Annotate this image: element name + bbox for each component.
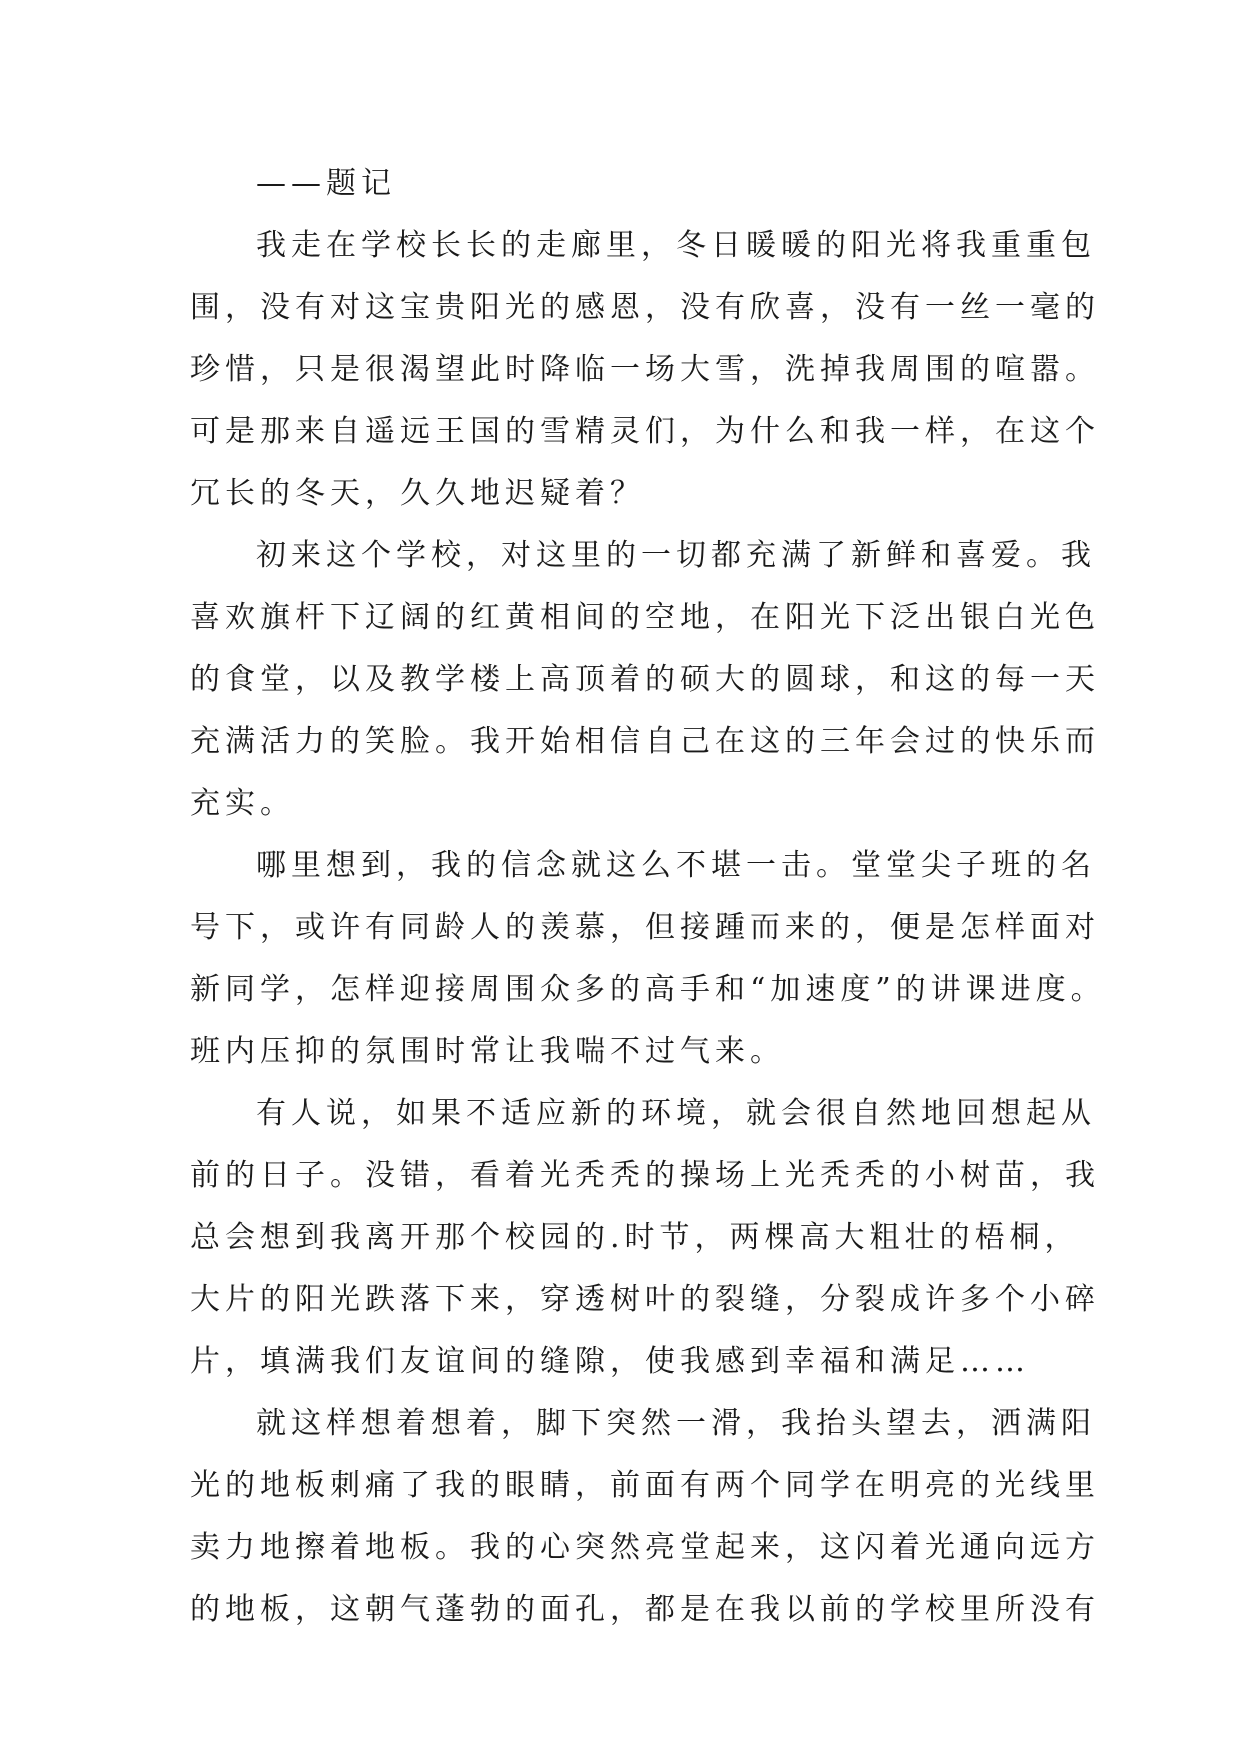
paragraph-3 [190, 835, 1106, 1083]
paragraph-line: 冗长的冬天，久久地迟疑着？ [190, 476, 645, 511]
paragraph-line: 初来这个学校，对这里的一切都充满了新鲜和喜爱。我 [256, 538, 1096, 573]
paragraph-line: 就这样想着想着，脚下突然一滑，我抬头望去，洒满阳 [256, 1406, 1096, 1441]
paragraph-line: 号下，或许有同龄人的羡慕，但接踵而来的，便是怎样面对 [190, 910, 1100, 945]
paragraph-line: 卖力地擦着地板。我的心突然亮堂起来，这闪着光通向远方 [190, 1530, 1100, 1565]
paragraph-1 [190, 215, 1100, 525]
paragraph-line: 的食堂，以及教学楼上高顶着的硕大的圆球，和这的每一天 [190, 662, 1100, 697]
paragraph-line: 喜欢旗杆下辽阔的红黄相间的空地，在阳光下泛出银白光色 [190, 600, 1100, 635]
paragraph-line: 总会想到我离开那个校园的.时节，两棵高大粗壮的梧桐， [190, 1220, 1080, 1255]
paragraph-4 [190, 1083, 1100, 1393]
paragraph-line: 光的地板刺痛了我的眼睛，前面有两个同学在明亮的光线里 [190, 1468, 1100, 1503]
paragraph-line: 班内压抑的氛围时常让我喘不过气来。 [190, 1034, 785, 1069]
epigraph: ——题记 [256, 166, 396, 201]
paragraph-line: 前的日子。没错，看着光秃秃的操场上光秃秃的小树苗，我 [190, 1158, 1100, 1193]
paragraph-line: 充实。 [190, 786, 295, 821]
paragraph-line: 珍惜，只是很渴望此时降临一场大雪，洗掉我周围的喧嚣。 [190, 352, 1100, 387]
paragraph-line: 的地板，这朝气蓬勃的面孔，都是在我以前的学校里所没有 [190, 1592, 1100, 1627]
essay-body [190, 153, 1106, 1641]
paragraph-line: 可是那来自遥远王国的雪精灵们，为什么和我一样，在这个 [190, 414, 1100, 449]
paragraph-line: 哪里想到，我的信念就这么不堪一击。堂堂尖子班的名 [256, 848, 1096, 883]
paragraph-line: 片，填满我们友谊间的缝隙，使我感到幸福和满足…… [190, 1344, 1030, 1379]
paragraph-line: 我走在学校长长的走廊里，冬日暖暖的阳光将我重重包 [256, 228, 1096, 263]
paragraph-line: 新同学，怎样迎接周围众多的高手和“加速度”的讲课进度。 [190, 972, 1106, 1007]
paragraph-line: 有人说，如果不适应新的环境，就会很自然地回想起从 [256, 1096, 1096, 1131]
paragraph-line: 大片的阳光跌落下来，穿透树叶的裂缝，分裂成许多个小碎 [190, 1282, 1100, 1317]
paragraph-5 [190, 1393, 1100, 1641]
paragraph-2 [190, 525, 1100, 835]
paragraph-line: 充满活力的笑脸。我开始相信自己在这的三年会过的快乐而 [190, 724, 1100, 759]
paragraph-line: 围，没有对这宝贵阳光的感恩，没有欣喜，没有一丝一毫的 [190, 290, 1100, 325]
